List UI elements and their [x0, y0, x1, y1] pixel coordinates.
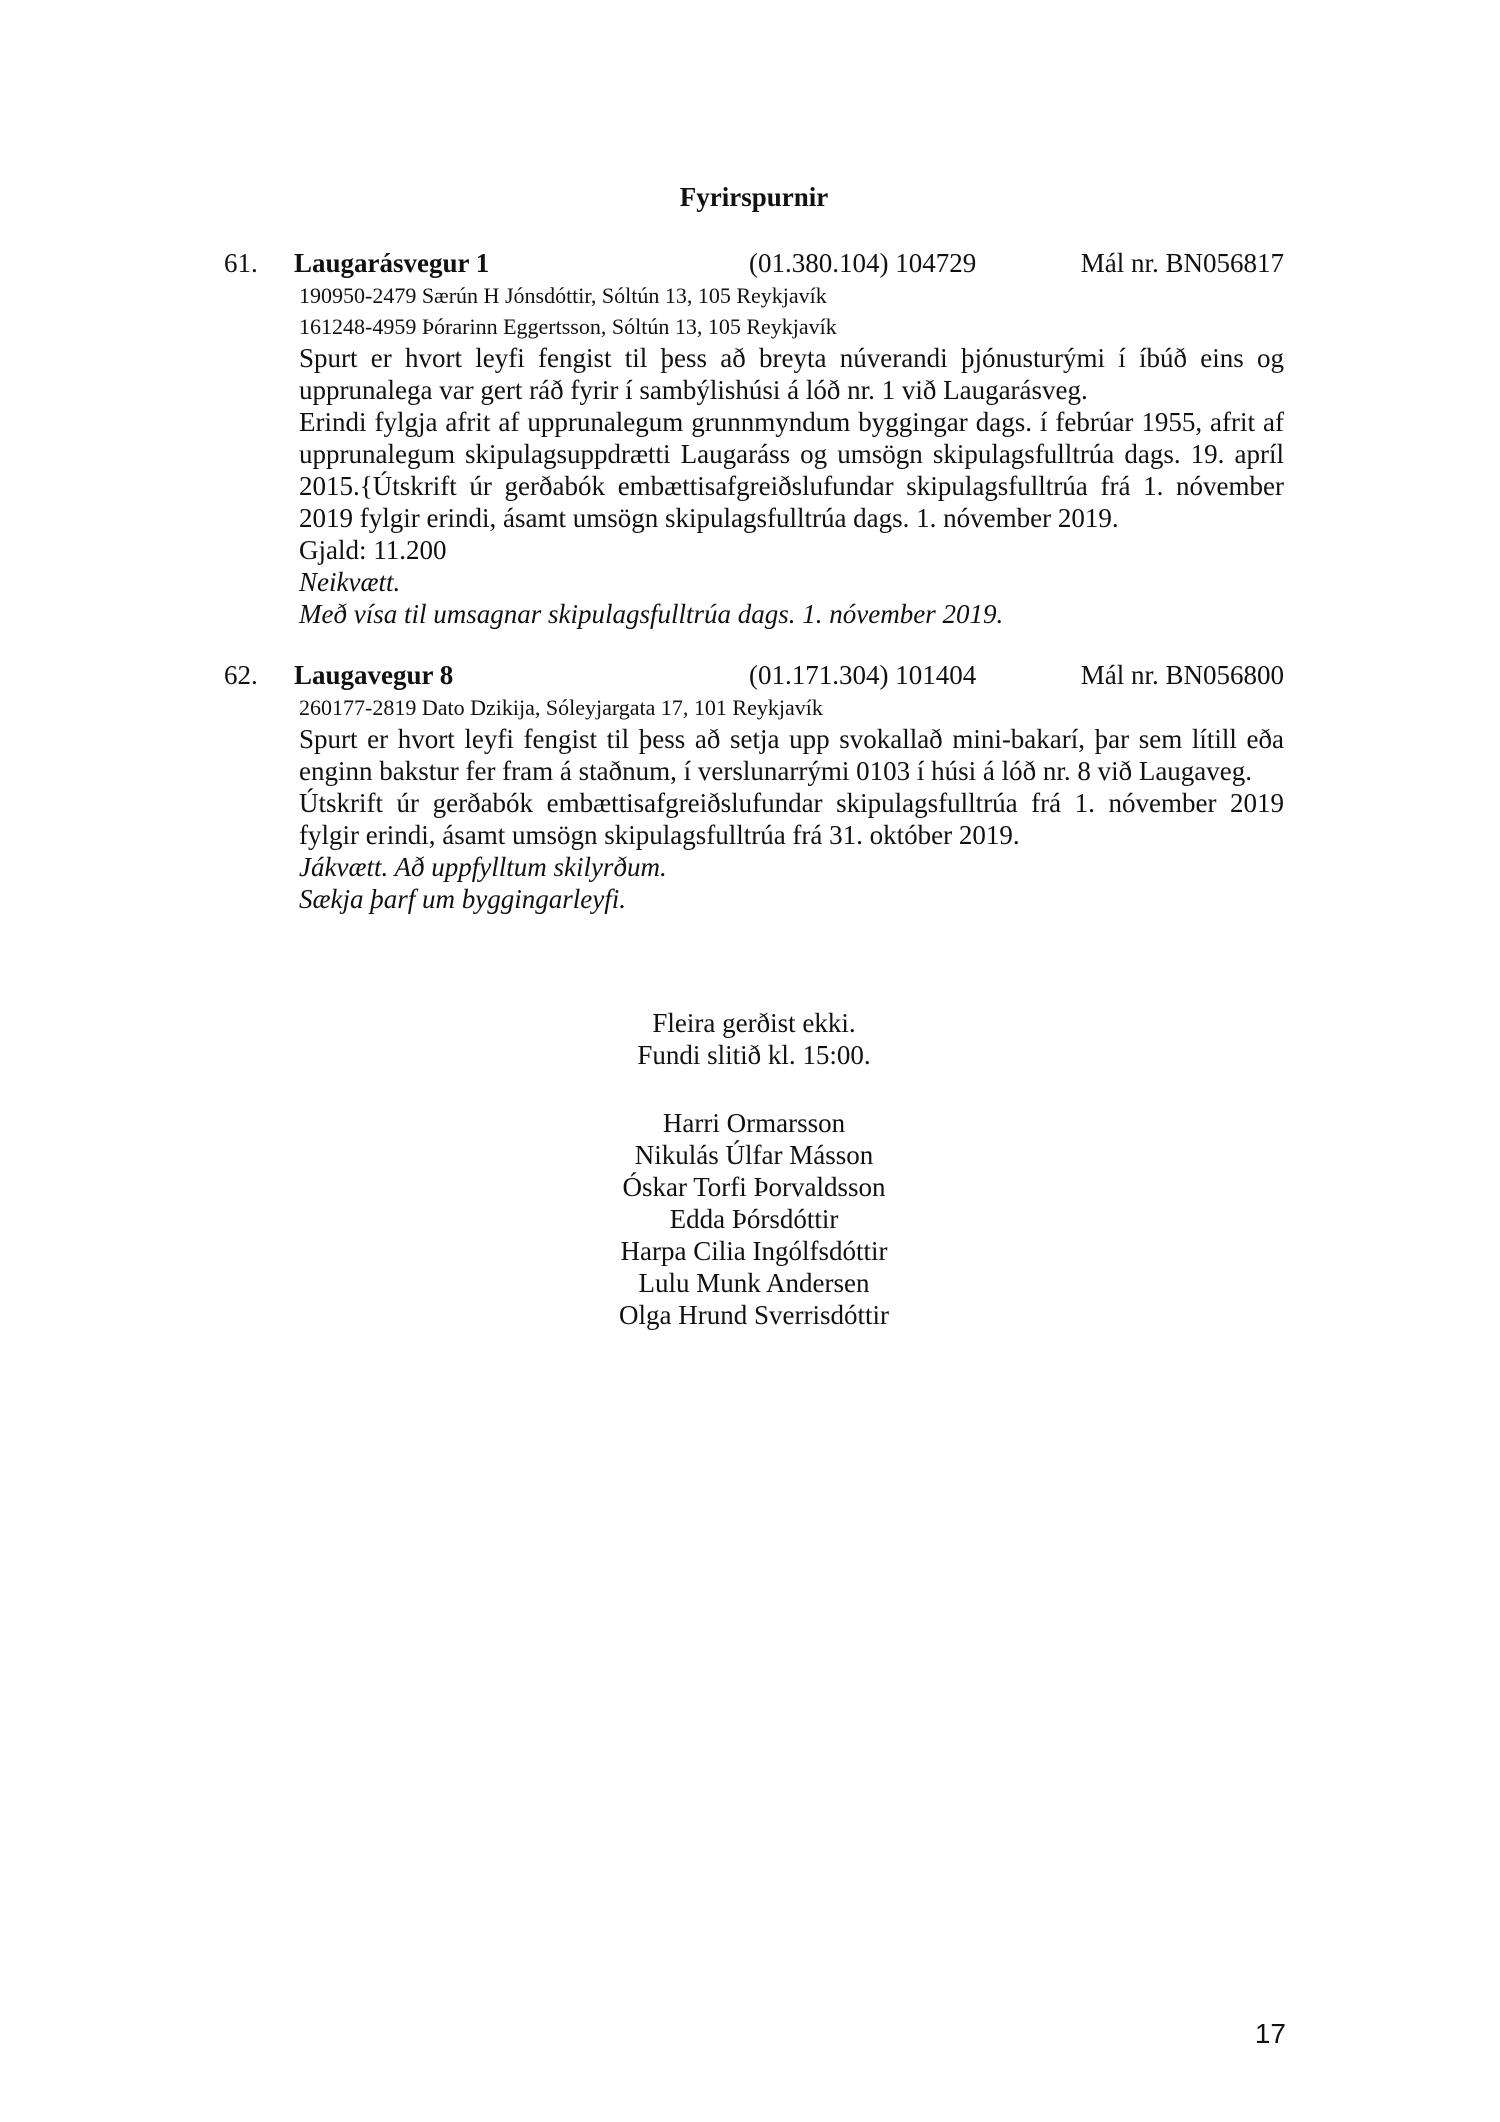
applicant: 161248-4959 Þórarinn Eggertsson, Sóltún 13, 105 Reykjavík: [299, 314, 837, 339]
signatory: Lulu Munk Andersen: [638, 1268, 870, 1298]
case-address: Laugavegur 8: [294, 660, 454, 690]
case-paragraph: Spurt er hvort leyfi fengist til þess að setja upp svokallað mini-bakarí, þar sem lítill eða enginn bakstur fer fram á staðnum, í verslunarrými 0103 í húsi á lóð nr. 8 við Laugaveg.: [299, 724, 1284, 786]
case-body: [299, 342, 1284, 630]
case-header: [224, 246, 1284, 280]
meeting-closing: [0, 1007, 1500, 1071]
case-plot-number: (01.380.104) 104729: [749, 248, 977, 278]
case-id: Mál nr. BN056800: [1080, 660, 1284, 690]
case-decision: Jákvætt. Að uppfylltum skilyrðum.: [299, 852, 667, 882]
case-paragraph: Spurt er hvort leyfi fengist til þess að breyta núverandi þjónusturými í íbúð eins og upprunalega var gert ráð fyrir í sambýlishúsi á lóð nr. 1 við Laugarásveg.: [299, 343, 1284, 405]
case-plot-number: (01.171.304) 101404: [749, 660, 977, 690]
signatory: Edda Þórsdóttir: [669, 1204, 839, 1234]
case-decision-note: Með vísa til umsagnar skipulagsfulltrúa dags. 1. nóvember 2019.: [299, 599, 1004, 629]
signatory: Olga Hrund Sverrisdóttir: [619, 1300, 889, 1330]
case-paragraph: Útskrift úr gerðabók embættisafgreiðslufundar skipulagsfulltrúa frá 1. nóvember 2019 fylgir erindi, ásamt umsögn skipulagsfulltrúa frá 31. október 2019.: [299, 788, 1284, 850]
case-fee: Gjald: 11.200: [299, 535, 447, 565]
signatory: Óskar Torfi Þorvaldsson: [622, 1172, 886, 1202]
applicant: 260177-2819 Dato Dzikija, Sóleyjargata 17, 101 Reykjavík: [299, 695, 823, 720]
applicant: 190950-2479 Særún H Jónsdóttir, Sóltún 13, 105 Reykjavík: [299, 283, 827, 308]
closing-line: Fundi slitið kl. 15:00.: [637, 1040, 871, 1070]
closing-line: Fleira gerðist ekki.: [652, 1008, 856, 1038]
signatory: Harri Ormarsson: [662, 1108, 846, 1138]
section-title: Fyrirspurnir: [679, 182, 829, 212]
page-number: 17: [1254, 2018, 1286, 2049]
case-number: 61.: [224, 248, 258, 278]
case-id: Mál nr. BN056817: [1080, 248, 1284, 278]
case-header: [224, 658, 1284, 692]
applicant-list: [299, 280, 1284, 342]
case-address: Laugarásvegur 1: [294, 248, 490, 278]
case-number: 62.: [224, 660, 258, 690]
case-body: [299, 723, 1284, 915]
applicant-list: [299, 692, 1284, 723]
signatory-list: [0, 1107, 1500, 1331]
signatory: Harpa Cilia Ingólfsdóttir: [620, 1236, 888, 1266]
case-paragraph: Erindi fylgja afrit af upprunalegum grunnmyndum byggingar dags. í febrúar 1955, afrit af upprunalegum skipulagsuppdrætti Laugaráss og umsögn skipulagsfulltrúa dags. 19. apríl 2015.{Útskrift úr gerðabók embættisafgreiðslufundar skipulagsfulltrúa frá 1. nóvember 2019 fylgir erindi, ásamt umsögn skipulagsfulltrúa dags. 1. nóvember 2019.: [299, 407, 1284, 533]
case-decision: Neikvætt.: [299, 567, 401, 597]
case-entry-62: [224, 658, 1284, 915]
case-entry-61: [224, 246, 1284, 630]
case-decision-note: Sækja þarf um byggingarleyfi.: [299, 884, 626, 914]
signatory: Nikulás Úlfar Másson: [634, 1140, 874, 1170]
